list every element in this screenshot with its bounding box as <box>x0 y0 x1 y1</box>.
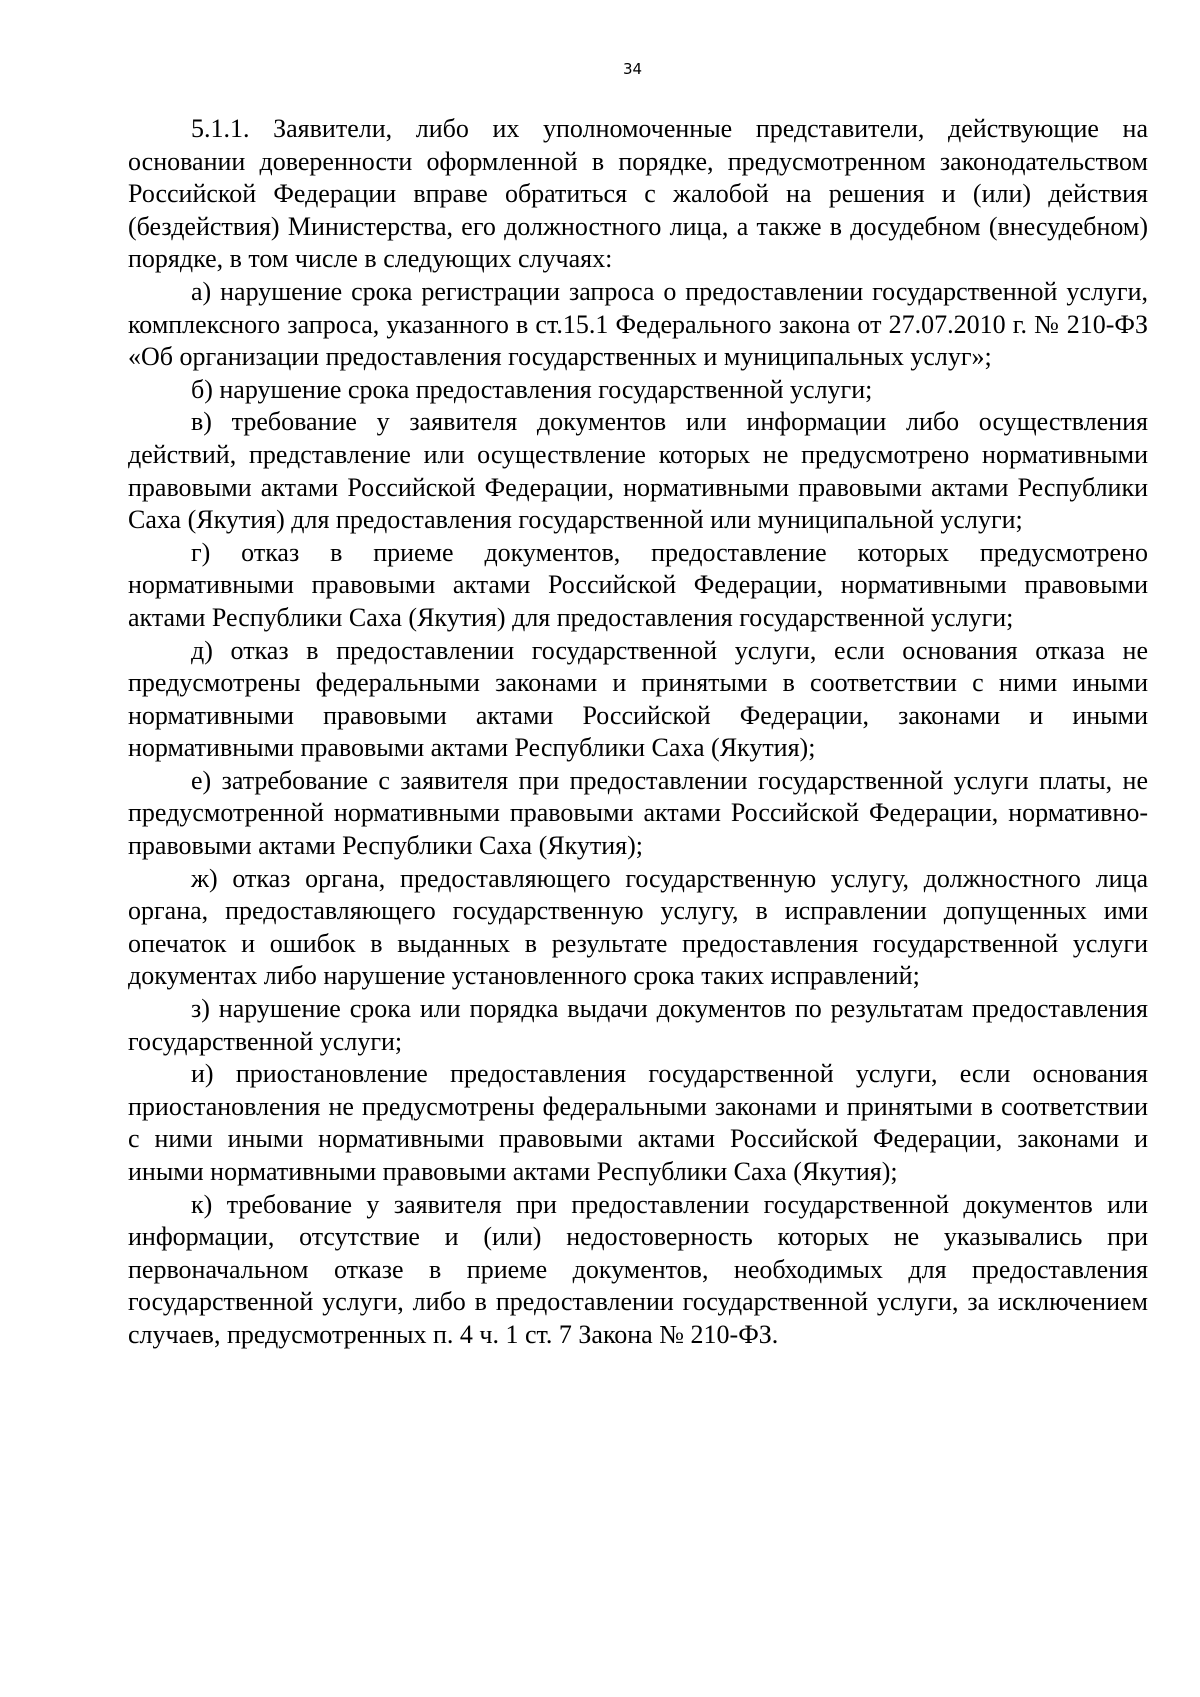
paragraph-item-k: к) требование у заявителя при предоставлении государственной документов или информации, отсутствие и (или) недостоверность которых не указывались при первоначальном отказе в приеме документов, необходимых для предоставления государственной услуги, либо в предоставлении государственной услуги, за исключением случаев, предусмотренных п. 4 ч. 1 ст. 7 Закона № 210-ФЗ. <box>128 1189 1148 1349</box>
paragraph-item-d: д) отказ в предоставлении государственной услуги, если основания отказа не предусмотрены федеральными законами и принятыми в соответствии с ними иными нормативными правовыми актами Российской Федерации, законами и иными нормативными правовыми актами Республики Саха (Якутия); <box>128 635 1148 763</box>
paragraph-item-e: е) затребование с заявителя при предоставлении государственной услуги платы, не предусмотренной нормативными правовыми актами Российской Федерации, нормативно-правовыми актами Республики Саха (Якутия); <box>128 765 1148 861</box>
page-number: 34 <box>622 60 643 78</box>
paragraph-item-v: в) требование у заявителя документов или информации либо осуществления действий, представление или осуществление которых не предусмотрено нормативными правовыми актами Российской Федерации, нормативными правовыми актами Республики Саха (Якутия) для предоставления государственной или муниципальной услуги; <box>128 407 1148 535</box>
paragraph-5-1-1: 5.1.1. Заявители, либо их уполномоченные представители, действующие на основании доверенности оформленной в порядке, предусмотренном законодательством Российской Федерации вправе обратиться с жалобой на решения и (или) действия (бездействия) Министерства, его должностного лица, а также в досудебном (внесудебном) порядке, в том числе в следующих случаях: <box>128 114 1148 274</box>
paragraph-item-zh: ж) отказ органа, предоставляющего государственную услугу, должностного лица органа, предоставляющего государственную услугу, в исправлении допущенных ими опечаток и ошибок в выданных в результате предоставления государственной услуги документах либо нарушение установленного срока таких исправлений; <box>128 863 1148 991</box>
document-body <box>128 113 1148 1352</box>
paragraph-item-i: и) приостановление предоставления государственной услуги, если основания приостановления не предусмотрены федеральными законами и принятыми в соответствии с ними иными нормативными правовыми актами Российской Федерации, законами и иными нормативными правовыми актами Республики Саха (Якутия); <box>128 1059 1148 1186</box>
paragraph-item-g: г) отказ в приеме документов, предоставление которых предусмотрено нормативными правовыми актами Российской Федерации, нормативными правовыми актами Республики Саха (Якутия) для предоставления государственной услуги; <box>128 537 1148 632</box>
paragraph-item-z: з) нарушение срока или порядка выдачи документов по результатам предоставления государственной услуги; <box>128 994 1148 1056</box>
paragraph-item-a: а) нарушение срока регистрации запроса о предоставлении государственной услуги, комплексного запроса, указанного в ст.15.1 Федерального закона от 27.07.2010 г. № 210-ФЗ «Об организации предоставления государственных и муниципальных услуг»; <box>128 276 1148 372</box>
paragraph-item-b: б) нарушение срока предоставления государственной услуги; <box>191 374 873 404</box>
